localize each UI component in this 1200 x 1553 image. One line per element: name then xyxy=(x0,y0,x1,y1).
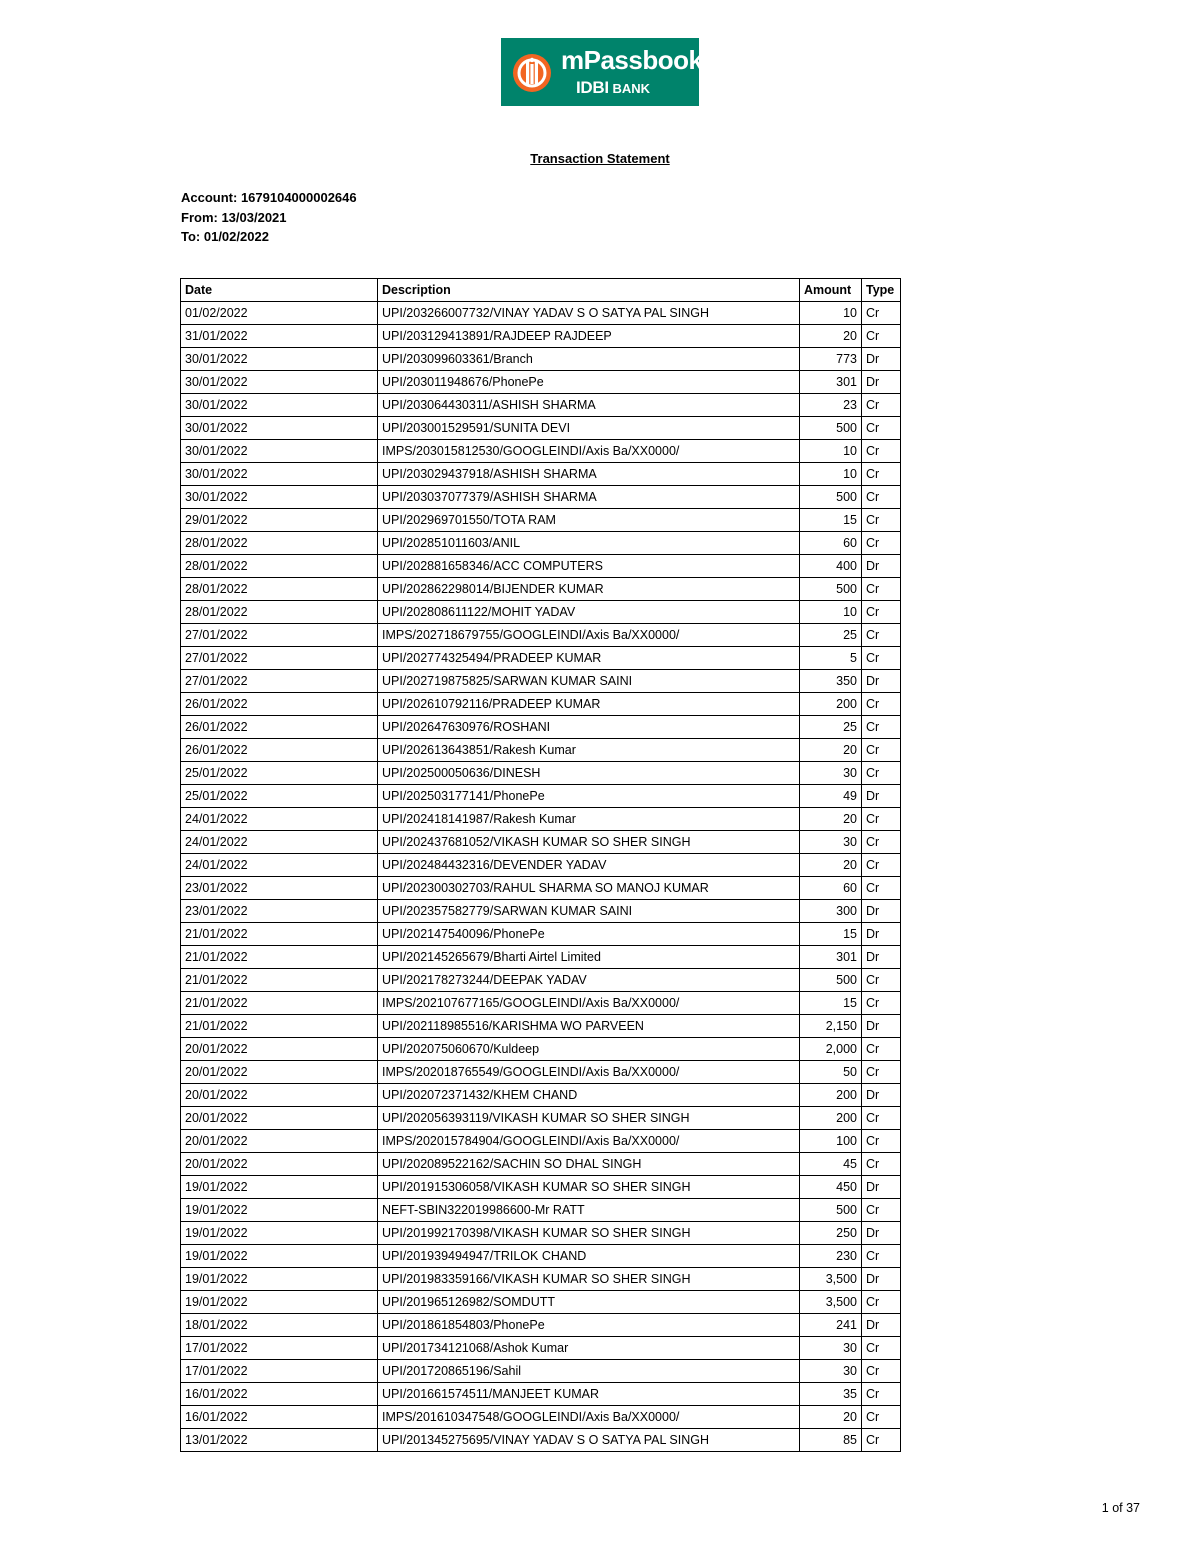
cell-amount: 300 xyxy=(800,900,862,923)
cell-amount: 10 xyxy=(800,601,862,624)
cell-type: Cr xyxy=(862,693,901,716)
cell-type: Cr xyxy=(862,1107,901,1130)
cell-amount: 450 xyxy=(800,1176,862,1199)
cell-type: Cr xyxy=(862,1337,901,1360)
cell-date: 24/01/2022 xyxy=(181,808,378,831)
header-description: Description xyxy=(378,279,800,302)
cell-date: 19/01/2022 xyxy=(181,1222,378,1245)
cell-date: 27/01/2022 xyxy=(181,624,378,647)
cell-description: UPI/202881658346/ACC COMPUTERS xyxy=(378,555,800,578)
brand-subtitle xyxy=(576,78,650,98)
cell-amount: 60 xyxy=(800,532,862,555)
cell-amount: 5 xyxy=(800,647,862,670)
table-row xyxy=(181,1406,901,1429)
cell-amount: 60 xyxy=(800,877,862,900)
cell-date: 26/01/2022 xyxy=(181,716,378,739)
cell-description: UPI/202075060670/Kuldeep xyxy=(378,1038,800,1061)
table-row xyxy=(181,1015,901,1038)
cell-amount: 10 xyxy=(800,302,862,325)
cell-amount: 500 xyxy=(800,1199,862,1222)
cell-date: 26/01/2022 xyxy=(181,693,378,716)
cell-description: UPI/202500050636/DINESH xyxy=(378,762,800,785)
cell-type: Cr xyxy=(862,877,901,900)
cell-type: Dr xyxy=(862,1084,901,1107)
cell-type: Dr xyxy=(862,923,901,946)
cell-description: UPI/202647630976/ROSHANI xyxy=(378,716,800,739)
cell-date: 20/01/2022 xyxy=(181,1130,378,1153)
cell-amount: 500 xyxy=(800,417,862,440)
cell-description: UPI/202089522162/SACHIN SO DHAL SINGH xyxy=(378,1153,800,1176)
cell-description: UPI/203037077379/ASHISH SHARMA xyxy=(378,486,800,509)
cell-date: 30/01/2022 xyxy=(181,463,378,486)
cell-description: UPI/202072371432/KHEM CHAND xyxy=(378,1084,800,1107)
table-row xyxy=(181,463,901,486)
transaction-rows xyxy=(181,302,901,1452)
cell-type: Cr xyxy=(862,762,901,785)
table-row xyxy=(181,1061,901,1084)
logo-text xyxy=(561,47,702,73)
cell-date: 19/01/2022 xyxy=(181,1199,378,1222)
cell-date: 30/01/2022 xyxy=(181,371,378,394)
table-row xyxy=(181,923,901,946)
cell-type: Dr xyxy=(862,785,901,808)
cell-type: Cr xyxy=(862,624,901,647)
table-row xyxy=(181,1222,901,1245)
brand-bank: BANK xyxy=(612,81,650,96)
cell-date: 16/01/2022 xyxy=(181,1406,378,1429)
table-row xyxy=(181,1429,901,1452)
cell-amount: 25 xyxy=(800,716,862,739)
cell-date: 19/01/2022 xyxy=(181,1268,378,1291)
cell-amount: 301 xyxy=(800,946,862,969)
cell-date: 20/01/2022 xyxy=(181,1153,378,1176)
cell-type: Cr xyxy=(862,716,901,739)
table-row xyxy=(181,831,901,854)
cell-amount: 20 xyxy=(800,739,862,762)
cell-amount: 15 xyxy=(800,509,862,532)
cell-date: 29/01/2022 xyxy=(181,509,378,532)
table-row xyxy=(181,992,901,1015)
cell-description: IMPS/202718679755/GOOGLEINDI/Axis Ba/XX0000/ xyxy=(378,624,800,647)
cell-date: 28/01/2022 xyxy=(181,601,378,624)
table-row xyxy=(181,486,901,509)
cell-description: UPI/202503177141/PhonePe xyxy=(378,785,800,808)
cell-type: Dr xyxy=(862,371,901,394)
cell-description: UPI/201965126982/SOMDUTT xyxy=(378,1291,800,1314)
statement-title: Transaction Statement xyxy=(530,151,670,166)
cell-date: 30/01/2022 xyxy=(181,486,378,509)
cell-type: Cr xyxy=(862,647,901,670)
cell-type: Dr xyxy=(862,1268,901,1291)
table-row xyxy=(181,762,901,785)
cell-amount: 241 xyxy=(800,1314,862,1337)
cell-type: Dr xyxy=(862,555,901,578)
table-row xyxy=(181,1199,901,1222)
cell-description: UPI/203099603361/Branch xyxy=(378,348,800,371)
cell-amount: 230 xyxy=(800,1245,862,1268)
cell-amount: 20 xyxy=(800,854,862,877)
table-row xyxy=(181,555,901,578)
cell-amount: 23 xyxy=(800,394,862,417)
cell-description: UPI/202484432316/DEVENDER YADAV xyxy=(378,854,800,877)
cell-date: 31/01/2022 xyxy=(181,325,378,348)
cell-description: UPI/203029437918/ASHISH SHARMA xyxy=(378,463,800,486)
table-row xyxy=(181,371,901,394)
account-meta xyxy=(181,188,357,247)
table-row xyxy=(181,1107,901,1130)
cell-amount: 10 xyxy=(800,463,862,486)
cell-description: IMPS/202015784904/GOOGLEINDI/Axis Ba/XX0000/ xyxy=(378,1130,800,1153)
cell-description: UPI/201861854803/PhonePe xyxy=(378,1314,800,1337)
table-row xyxy=(181,532,901,555)
cell-amount: 30 xyxy=(800,1337,862,1360)
cell-type: Cr xyxy=(862,394,901,417)
cell-amount: 773 xyxy=(800,348,862,371)
table-row xyxy=(181,900,901,923)
cell-type: Cr xyxy=(862,1429,901,1452)
cell-date: 20/01/2022 xyxy=(181,1084,378,1107)
cell-description: UPI/201345275695/VINAY YADAV S O SATYA PAL SINGH xyxy=(378,1429,800,1452)
cell-type: Cr xyxy=(862,463,901,486)
from-date: From: 13/03/2021 xyxy=(181,209,287,225)
cell-type: Cr xyxy=(862,1291,901,1314)
table-row xyxy=(181,693,901,716)
cell-date: 21/01/2022 xyxy=(181,992,378,1015)
cell-description: UPI/202808611122/MOHIT YADAV xyxy=(378,601,800,624)
cell-type: Cr xyxy=(862,509,901,532)
cell-description: UPI/203064430311/ASHISH SHARMA xyxy=(378,394,800,417)
cell-description: UPI/202610792116/PRADEEP KUMAR xyxy=(378,693,800,716)
cell-amount: 200 xyxy=(800,1084,862,1107)
cell-type: Cr xyxy=(862,1153,901,1176)
cell-amount: 500 xyxy=(800,486,862,509)
cell-date: 23/01/2022 xyxy=(181,900,378,923)
cell-amount: 2,000 xyxy=(800,1038,862,1061)
cell-amount: 50 xyxy=(800,1061,862,1084)
header-date: Date xyxy=(181,279,378,302)
cell-date: 28/01/2022 xyxy=(181,532,378,555)
cell-type: Cr xyxy=(862,1406,901,1429)
cell-date: 30/01/2022 xyxy=(181,440,378,463)
cell-amount: 3,500 xyxy=(800,1268,862,1291)
brand-title: mPassbook xyxy=(561,45,703,75)
table-row xyxy=(181,969,901,992)
cell-amount: 30 xyxy=(800,762,862,785)
cell-amount: 30 xyxy=(800,831,862,854)
table-row xyxy=(181,624,901,647)
table-row xyxy=(181,1245,901,1268)
cell-amount: 400 xyxy=(800,555,862,578)
cell-amount: 200 xyxy=(800,1107,862,1130)
cell-description: UPI/201992170398/VIKASH KUMAR SO SHER SINGH xyxy=(378,1222,800,1245)
table-row xyxy=(181,509,901,532)
cell-date: 27/01/2022 xyxy=(181,670,378,693)
cell-amount: 20 xyxy=(800,808,862,831)
cell-type: Cr xyxy=(862,302,901,325)
table-row xyxy=(181,670,901,693)
cell-date: 24/01/2022 xyxy=(181,831,378,854)
cell-description: IMPS/201610347548/GOOGLEINDI/Axis Ba/XX0000/ xyxy=(378,1406,800,1429)
cell-amount: 45 xyxy=(800,1153,862,1176)
cell-description: UPI/202418141987/Rakesh Kumar xyxy=(378,808,800,831)
cell-description: UPI/202300302703/RAHUL SHARMA SO MANOJ KUMAR xyxy=(378,877,800,900)
cell-amount: 10 xyxy=(800,440,862,463)
cell-type: Dr xyxy=(862,1222,901,1245)
cell-amount: 2,150 xyxy=(800,1015,862,1038)
cell-type: Dr xyxy=(862,946,901,969)
cell-description: UPI/202774325494/PRADEEP KUMAR xyxy=(378,647,800,670)
table-row xyxy=(181,1291,901,1314)
table-row xyxy=(181,302,901,325)
cell-type: Cr xyxy=(862,854,901,877)
cell-description: UPI/202851011603/ANIL xyxy=(378,532,800,555)
cell-date: 28/01/2022 xyxy=(181,578,378,601)
table-row xyxy=(181,1038,901,1061)
cell-type: Dr xyxy=(862,1015,901,1038)
table-row xyxy=(181,578,901,601)
table-row xyxy=(181,1360,901,1383)
idbi-emblem-icon xyxy=(511,52,553,94)
cell-date: 20/01/2022 xyxy=(181,1061,378,1084)
cell-type: Cr xyxy=(862,440,901,463)
header-amount: Amount xyxy=(800,279,862,302)
cell-description: UPI/202147540096/PhonePe xyxy=(378,923,800,946)
table-row xyxy=(181,1084,901,1107)
cell-description: UPI/203001529591/SUNITA DEVI xyxy=(378,417,800,440)
cell-amount: 15 xyxy=(800,992,862,1015)
cell-type: Cr xyxy=(862,1038,901,1061)
cell-type: Cr xyxy=(862,1061,901,1084)
cell-amount: 20 xyxy=(800,325,862,348)
cell-type: Dr xyxy=(862,670,901,693)
cell-description: UPI/201734121068/Ashok Kumar xyxy=(378,1337,800,1360)
cell-date: 21/01/2022 xyxy=(181,1015,378,1038)
cell-description: NEFT-SBIN322019986600-Mr RATT xyxy=(378,1199,800,1222)
cell-date: 21/01/2022 xyxy=(181,946,378,969)
table-row xyxy=(181,1153,901,1176)
table-row xyxy=(181,1383,901,1406)
cell-type: Cr xyxy=(862,1199,901,1222)
cell-date: 19/01/2022 xyxy=(181,1176,378,1199)
table-row xyxy=(181,1314,901,1337)
table-row xyxy=(181,785,901,808)
cell-date: 23/01/2022 xyxy=(181,877,378,900)
cell-amount: 25 xyxy=(800,624,862,647)
cell-type: Cr xyxy=(862,831,901,854)
table-row xyxy=(181,946,901,969)
cell-type: Cr xyxy=(862,417,901,440)
cell-amount: 200 xyxy=(800,693,862,716)
cell-description: UPI/201983359166/VIKASH KUMAR SO SHER SINGH xyxy=(378,1268,800,1291)
cell-type: Cr xyxy=(862,601,901,624)
cell-type: Cr xyxy=(862,1130,901,1153)
cell-type: Cr xyxy=(862,486,901,509)
cell-amount: 85 xyxy=(800,1429,862,1452)
cell-type: Dr xyxy=(862,1176,901,1199)
cell-date: 30/01/2022 xyxy=(181,348,378,371)
cell-date: 27/01/2022 xyxy=(181,647,378,670)
cell-description: UPI/202178273244/DEEPAK YADAV xyxy=(378,969,800,992)
account-number: Account: 1679104000002646 xyxy=(181,190,357,205)
cell-type: Dr xyxy=(862,900,901,923)
table-row xyxy=(181,1176,901,1199)
cell-amount: 500 xyxy=(800,578,862,601)
cell-amount: 3,500 xyxy=(800,1291,862,1314)
cell-date: 24/01/2022 xyxy=(181,854,378,877)
cell-description: UPI/203129413891/RAJDEEP RAJDEEP xyxy=(378,325,800,348)
cell-date: 25/01/2022 xyxy=(181,762,378,785)
cell-amount: 15 xyxy=(800,923,862,946)
cell-description: UPI/202437681052/VIKASH KUMAR SO SHER SINGH xyxy=(378,831,800,854)
cell-type: Cr xyxy=(862,808,901,831)
cell-type: Cr xyxy=(862,739,901,762)
table-row xyxy=(181,808,901,831)
cell-type: Cr xyxy=(862,1383,901,1406)
cell-date: 19/01/2022 xyxy=(181,1245,378,1268)
cell-description: UPI/201915306058/VIKASH KUMAR SO SHER SINGH xyxy=(378,1176,800,1199)
cell-date: 21/01/2022 xyxy=(181,923,378,946)
table-row xyxy=(181,739,901,762)
cell-type: Cr xyxy=(862,1360,901,1383)
table-row xyxy=(181,716,901,739)
cell-amount: 100 xyxy=(800,1130,862,1153)
cell-date: 13/01/2022 xyxy=(181,1429,378,1452)
table-row xyxy=(181,854,901,877)
cell-amount: 35 xyxy=(800,1383,862,1406)
cell-date: 16/01/2022 xyxy=(181,1383,378,1406)
to-date: To: 01/02/2022 xyxy=(181,229,269,244)
cell-amount: 20 xyxy=(800,1406,862,1429)
cell-description: UPI/203011948676/PhonePe xyxy=(378,371,800,394)
cell-type: Cr xyxy=(862,992,901,1015)
cell-type: Cr xyxy=(862,532,901,555)
cell-type: Cr xyxy=(862,969,901,992)
table-row xyxy=(181,325,901,348)
cell-date: 17/01/2022 xyxy=(181,1337,378,1360)
table-row xyxy=(181,877,901,900)
table-row xyxy=(181,394,901,417)
table-row xyxy=(181,1337,901,1360)
mpassbook-logo xyxy=(501,38,703,106)
cell-type: Cr xyxy=(862,578,901,601)
cell-amount: 49 xyxy=(800,785,862,808)
cell-description: UPI/203266007732/VINAY YADAV S O SATYA PAL SINGH xyxy=(378,302,800,325)
cell-date: 20/01/2022 xyxy=(181,1038,378,1061)
brand-idbi: IDBI xyxy=(576,78,609,97)
cell-date: 26/01/2022 xyxy=(181,739,378,762)
cell-description: UPI/202056393119/VIKASH KUMAR SO SHER SINGH xyxy=(378,1107,800,1130)
cell-description: IMPS/202107677165/GOOGLEINDI/Axis Ba/XX0000/ xyxy=(378,992,800,1015)
table-row xyxy=(181,647,901,670)
cell-date: 19/01/2022 xyxy=(181,1291,378,1314)
cell-amount: 350 xyxy=(800,670,862,693)
cell-type: Cr xyxy=(862,1245,901,1268)
table-row xyxy=(181,440,901,463)
cell-type: Dr xyxy=(862,348,901,371)
cell-description: UPI/201939494947/TRILOK CHAND xyxy=(378,1245,800,1268)
cell-date: 01/02/2022 xyxy=(181,302,378,325)
cell-date: 30/01/2022 xyxy=(181,417,378,440)
cell-amount: 30 xyxy=(800,1360,862,1383)
table-row xyxy=(181,601,901,624)
cell-date: 30/01/2022 xyxy=(181,394,378,417)
cell-description: UPI/201720865196/Sahil xyxy=(378,1360,800,1383)
cell-description: UPI/202862298014/BIJENDER KUMAR xyxy=(378,578,800,601)
cell-type: Dr xyxy=(862,1314,901,1337)
cell-description: UPI/202969701550/TOTA RAM xyxy=(378,509,800,532)
cell-description: IMPS/202018765549/GOOGLEINDI/Axis Ba/XX0000/ xyxy=(378,1061,800,1084)
transaction-table xyxy=(180,278,901,1452)
table-row xyxy=(181,417,901,440)
cell-description: UPI/202118985516/KARISHMA WO PARVEEN xyxy=(378,1015,800,1038)
cell-description: IMPS/203015812530/GOOGLEINDI/Axis Ba/XX0000/ xyxy=(378,440,800,463)
cell-amount: 301 xyxy=(800,371,862,394)
cell-date: 17/01/2022 xyxy=(181,1360,378,1383)
cell-date: 20/01/2022 xyxy=(181,1107,378,1130)
page-number: 1 of 37 xyxy=(1101,1501,1140,1515)
table-header-row xyxy=(181,279,901,302)
cell-description: UPI/202719875825/SARWAN KUMAR SAINI xyxy=(378,670,800,693)
table-row xyxy=(181,1268,901,1291)
cell-description: UPI/202357582779/SARWAN KUMAR SAINI xyxy=(378,900,800,923)
cell-date: 21/01/2022 xyxy=(181,969,378,992)
cell-description: UPI/201661574511/MANJEET KUMAR xyxy=(378,1383,800,1406)
cell-amount: 250 xyxy=(800,1222,862,1245)
cell-date: 28/01/2022 xyxy=(181,555,378,578)
cell-type: Cr xyxy=(862,325,901,348)
table-row xyxy=(181,1130,901,1153)
header-type: Type xyxy=(862,279,901,302)
table-row xyxy=(181,348,901,371)
cell-date: 25/01/2022 xyxy=(181,785,378,808)
cell-description: UPI/202613643851/Rakesh Kumar xyxy=(378,739,800,762)
cell-date: 18/01/2022 xyxy=(181,1314,378,1337)
cell-amount: 500 xyxy=(800,969,862,992)
cell-description: UPI/202145265679/Bharti Airtel Limited xyxy=(378,946,800,969)
